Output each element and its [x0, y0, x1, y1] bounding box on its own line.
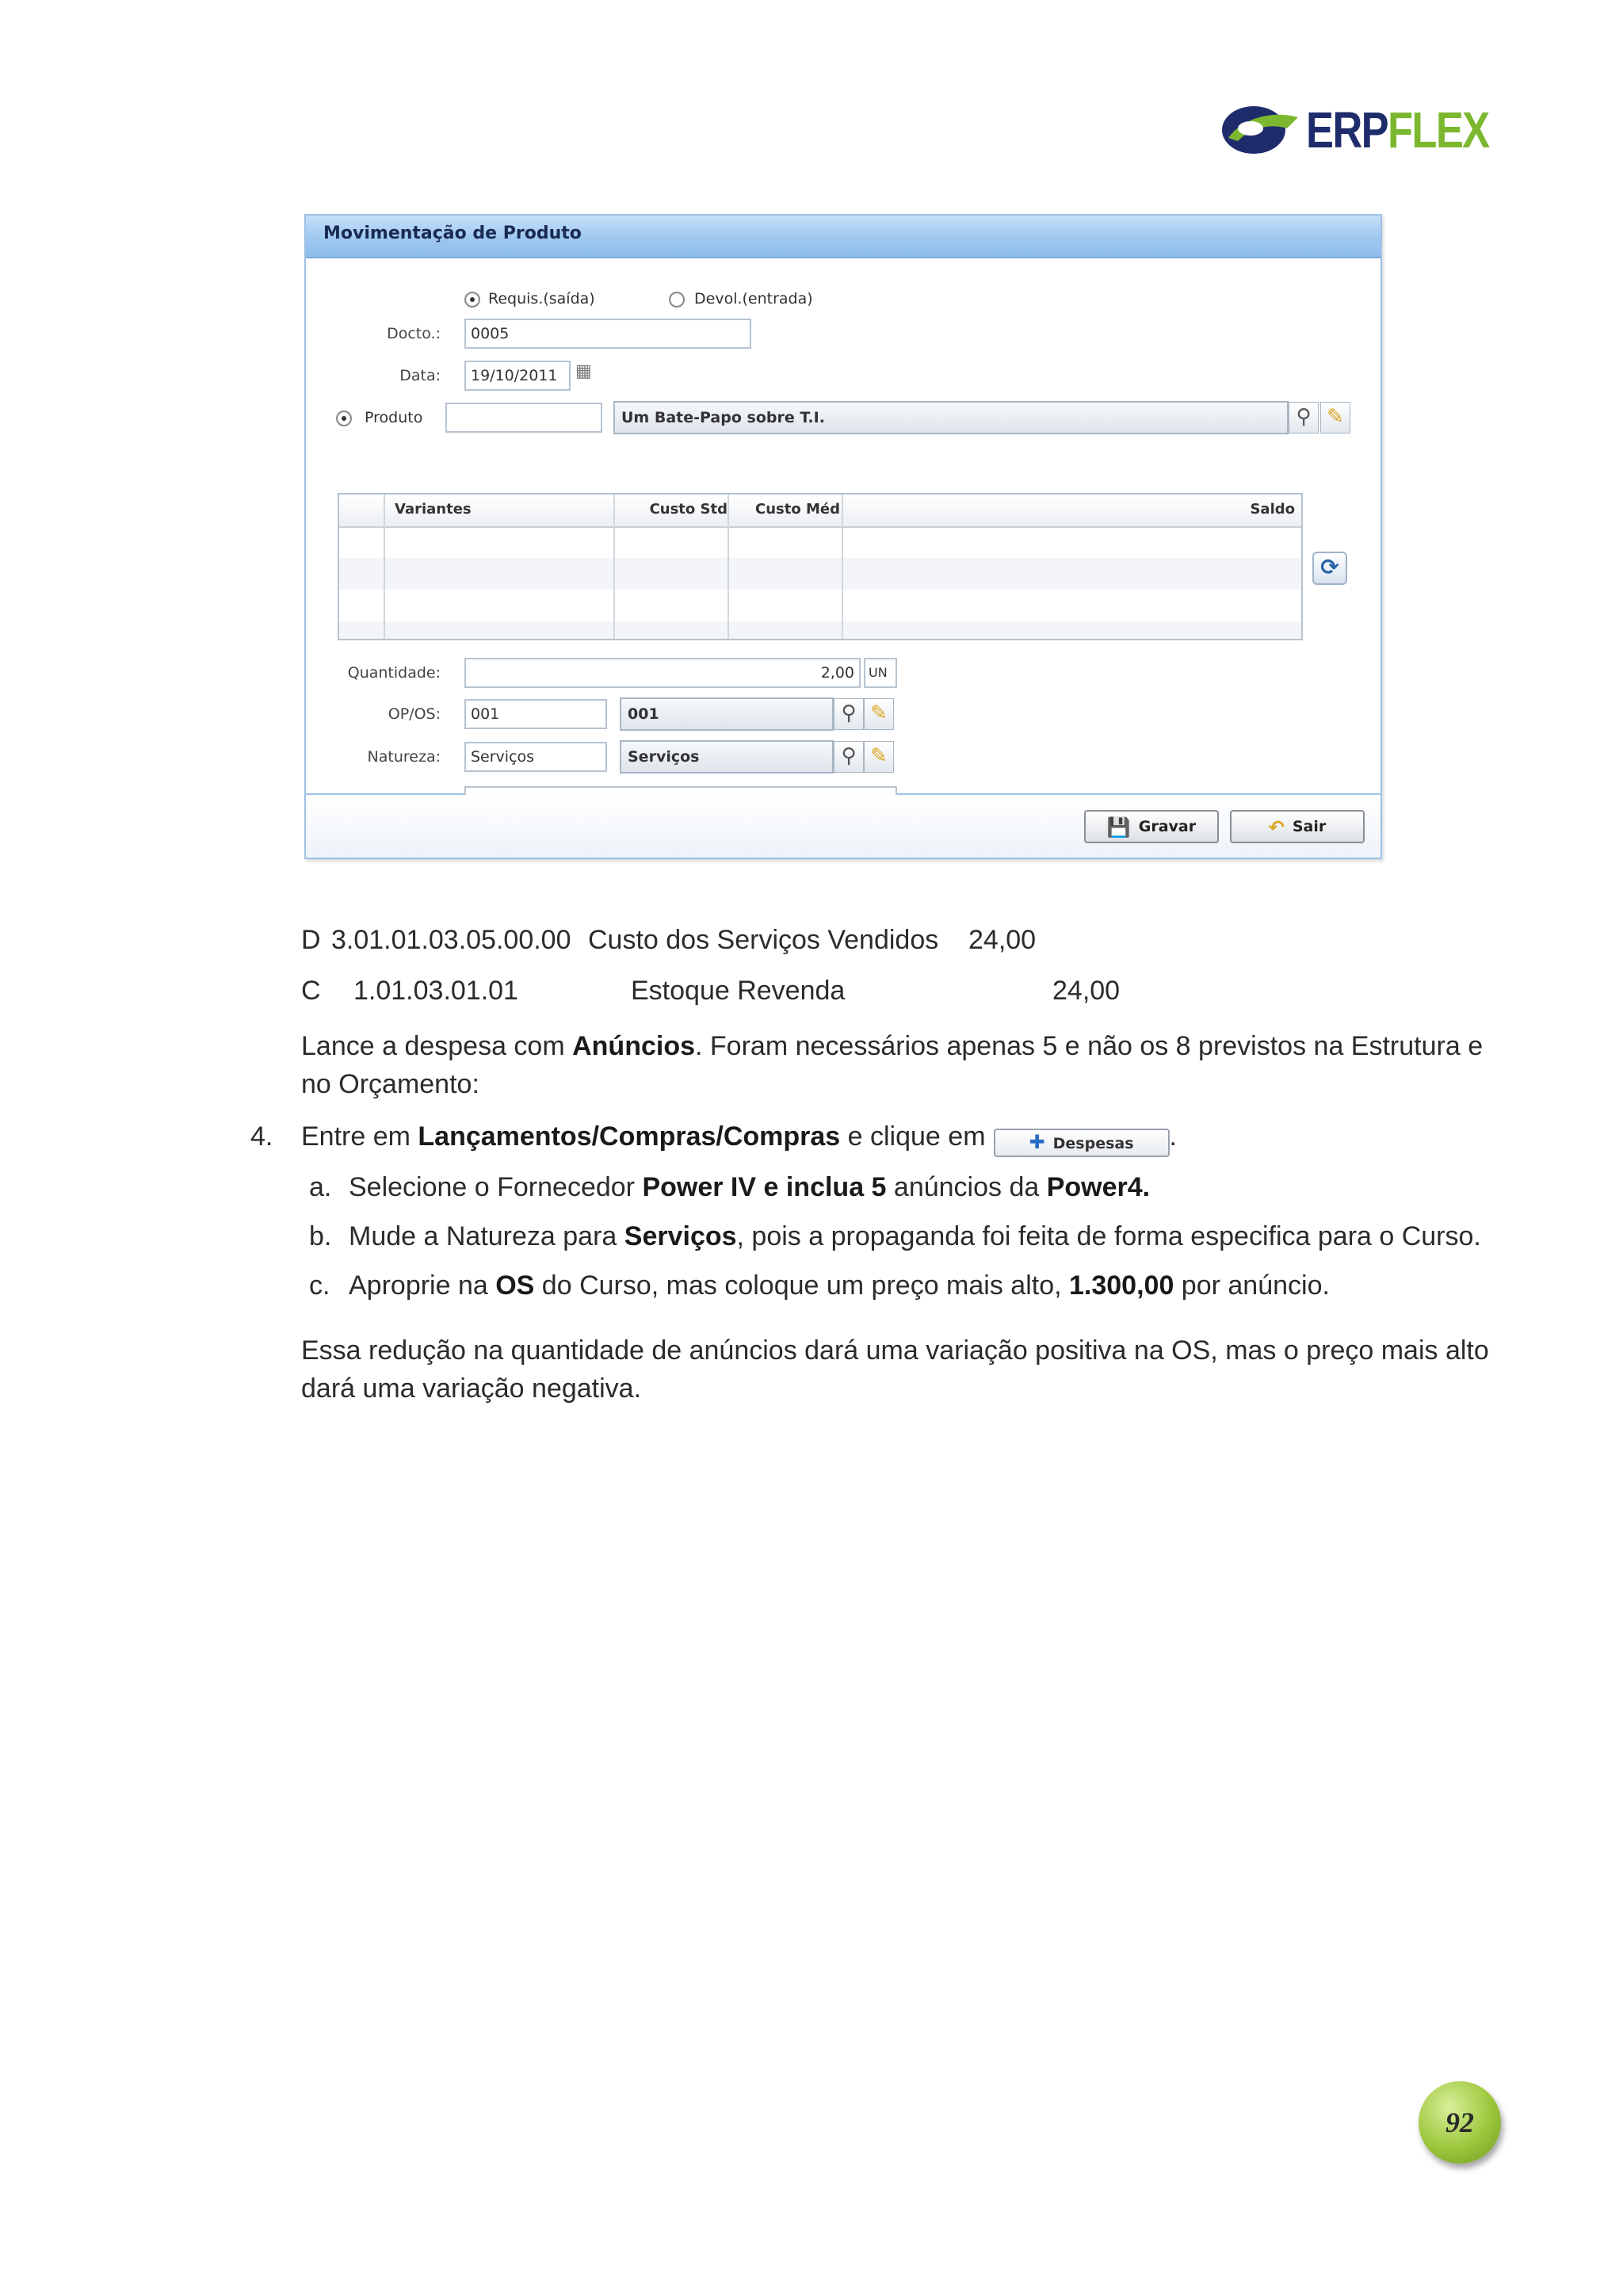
variants-grid: [338, 493, 1303, 640]
unit-field: UN: [864, 658, 897, 688]
page-number-badge: 92: [1419, 2081, 1501, 2164]
opos-lookup-field[interactable]: 001: [620, 697, 834, 731]
grid-header: [339, 495, 1301, 528]
floppy-icon: 💾: [1106, 816, 1131, 839]
radio-devol-label: Devol.(entrada): [694, 290, 813, 308]
text-bold: Power IV e inclua 5: [642, 1172, 887, 1202]
text-run: do Curso, mas coloque um preço mais alto,: [534, 1270, 1069, 1301]
logo-erp-text: ERP: [1306, 101, 1388, 159]
clear-broom-icon[interactable]: ✎: [1320, 402, 1350, 434]
entry-credit-value: 24,00: [1052, 976, 1121, 1006]
substep-marker: b.: [309, 1221, 332, 1251]
text-bold: Lançamentos/Compras/Compras: [418, 1121, 841, 1152]
entry-debit-value: 24,00: [968, 925, 1037, 955]
text-bold: Power4.: [1046, 1172, 1151, 1202]
step-4-text: [301, 1119, 1177, 1157]
produto-lookup-field[interactable]: Um Bate-Papo sobre T.I.: [613, 401, 1289, 434]
undo-arrow-icon: ↶: [1268, 816, 1285, 839]
refresh-icon[interactable]: ⟳: [1312, 552, 1347, 585]
entry-debit-dc: D: [301, 925, 321, 955]
substep-c-text: [349, 1268, 1330, 1303]
natureza-code-input[interactable]: Serviços: [464, 742, 607, 772]
grid-divider: [384, 495, 385, 639]
clear-broom-icon[interactable]: ✎: [864, 741, 894, 773]
quantidade-label: Quantidade:: [347, 664, 441, 682]
paragraph-line: dará uma variação negativa.: [301, 1373, 642, 1404]
natureza-label: Natureza:: [367, 748, 441, 766]
despesas-button-label: Despesas: [1052, 1135, 1134, 1152]
logo-flex-text: FLEX: [1387, 101, 1489, 159]
text-run: , pois a propaganda foi feita de forma especifica para o Curso.: [736, 1221, 1481, 1251]
calendar-icon[interactable]: ▦: [575, 361, 592, 381]
text-run: Aproprie na: [349, 1270, 496, 1301]
text-run: e clique em: [840, 1121, 986, 1152]
col-custo-med[interactable]: Custo Méd: [755, 501, 840, 518]
col-custo-std[interactable]: Custo Std: [649, 501, 727, 518]
opos-code-input[interactable]: 001: [464, 699, 607, 729]
clear-broom-icon[interactable]: ✎: [864, 698, 894, 730]
text-run: Selecione o Fornecedor: [349, 1172, 643, 1202]
erpflex-logo: [1220, 100, 1489, 162]
search-icon[interactable]: ⚲: [834, 698, 864, 730]
window-footer: [306, 795, 1381, 858]
quantidade-input[interactable]: 2,00: [464, 658, 861, 688]
date-input[interactable]: 19/10/2011: [464, 361, 571, 391]
produto-label: Produto: [365, 409, 423, 426]
text-bold: Serviços: [624, 1221, 737, 1251]
docto-input[interactable]: 0005: [464, 319, 751, 349]
grid-divider: [842, 495, 843, 639]
col-saldo[interactable]: Saldo: [1250, 501, 1295, 518]
substep-marker: a.: [309, 1172, 332, 1202]
text-run: . Foram necessários apenas 5 e não os 8 previstos na Estrutura e: [695, 1031, 1484, 1061]
grid-row: [339, 621, 1301, 639]
window-title: Movimentação de Produto: [323, 223, 582, 243]
text-bold: Anúncios: [572, 1031, 696, 1061]
search-icon[interactable]: ⚲: [834, 741, 864, 773]
plus-icon: ✚: [1029, 1131, 1045, 1153]
grid-divider: [727, 495, 729, 639]
paragraph-line: Essa redução na quantidade de anúncios dará uma variação positiva na OS, mas o preço mais alto: [301, 1335, 1489, 1366]
step-number: 4.: [250, 1121, 273, 1152]
save-button-label: Gravar: [1138, 818, 1197, 835]
docto-label: Docto.:: [387, 325, 441, 342]
swoosh-icon: [1220, 100, 1300, 159]
exit-button[interactable]: [1230, 810, 1365, 843]
save-button[interactable]: [1084, 810, 1219, 843]
entry-debit-description: Custo dos Serviços Vendidos: [588, 925, 939, 955]
natureza-lookup-field[interactable]: Serviços: [620, 740, 834, 774]
text-run: por anúncio.: [1174, 1270, 1330, 1301]
text-run: Lance a despesa com: [301, 1031, 573, 1061]
paragraph-line: no Orçamento:: [301, 1069, 479, 1099]
window-titlebar: [306, 216, 1381, 258]
substep-a-text: [349, 1170, 1150, 1205]
grid-row: [339, 558, 1301, 590]
search-icon[interactable]: ⚲: [1289, 402, 1319, 434]
text-run: Mude a Natureza para: [349, 1221, 624, 1251]
despesas-button[interactable]: [994, 1129, 1170, 1157]
radio-requis[interactable]: [464, 292, 480, 308]
entry-credit-dc: C: [301, 976, 321, 1006]
radio-produto[interactable]: [336, 411, 352, 426]
grid-divider: [613, 495, 615, 639]
opos-label: OP/OS:: [388, 705, 441, 723]
window-body: [306, 258, 1381, 795]
substep-marker: c.: [309, 1270, 330, 1301]
radio-devol[interactable]: [669, 292, 685, 308]
produto-code-input[interactable]: [445, 403, 602, 433]
radio-requis-label: Requis.(saída): [488, 290, 595, 308]
text-run: Entre em: [301, 1121, 418, 1152]
text-bold: 1.300,00: [1069, 1270, 1174, 1301]
text-run: anúncios da: [886, 1172, 1047, 1202]
text-run: .: [1169, 1121, 1177, 1152]
entry-credit-account: 1.01.03.01.01: [353, 976, 518, 1006]
exit-button-label: Sair: [1292, 818, 1327, 835]
product-movement-window: [304, 214, 1382, 859]
substep-b-text: [349, 1219, 1481, 1254]
entry-debit-account: 3.01.01.03.05.00.00: [331, 925, 571, 955]
paragraph-line: [301, 1029, 1483, 1064]
data-label: Data:: [399, 367, 441, 384]
entry-credit-description: Estoque Revenda: [631, 976, 846, 1006]
col-variantes[interactable]: Variantes: [395, 501, 472, 518]
text-bold: OS: [495, 1270, 535, 1301]
